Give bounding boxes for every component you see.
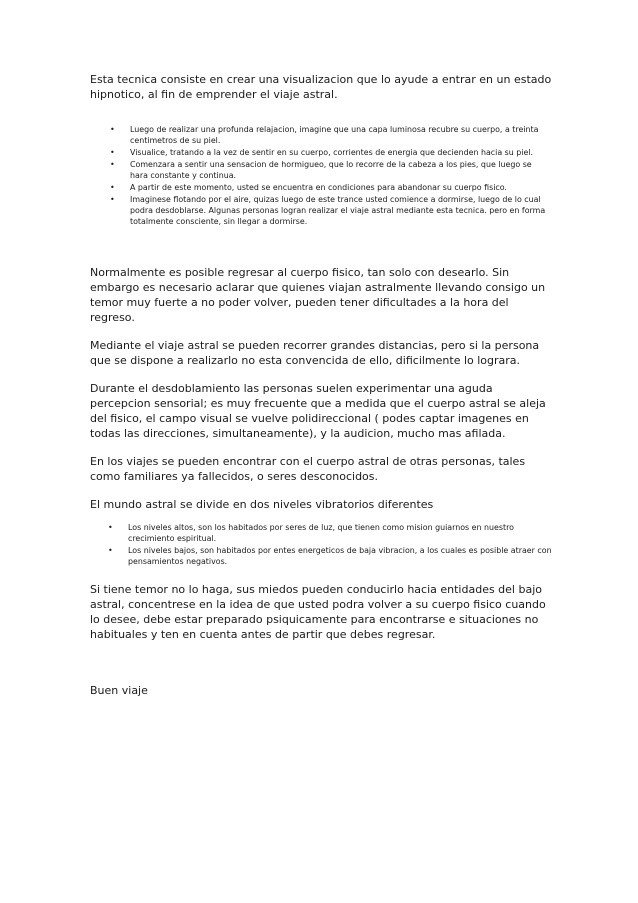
bullet-icon: •	[110, 195, 115, 204]
blank-space	[90, 228, 552, 265]
list-item-text: Imaginese flotando por el aire, quizas luego de este trance usted comience a dormirse, luego de lo cual podra desdoblarse. Algunas personas logran realizar el viaje astral mediante esta tecnica. pero en forma totalmente consciente, sin llegar a dormirse.	[130, 195, 546, 226]
document-page	[90, 72, 552, 711]
list-item	[90, 194, 552, 227]
list-item-text: Luego de realizar una profunda relajacion, imagine que una capa luminosa recubre su cuerpo, a treinta centimetros de su piel.	[130, 125, 539, 145]
body-paragraph: Normalmente es posible regresar al cuerpo fisico, tan solo con desearlo. Sin embargo es necesario aclarar que quienes viajan astralmente llevando consigo un temor muy fuerte a no poder volver, pueden tener dificultades a la hora del regreso.	[90, 266, 546, 324]
list-item	[90, 159, 552, 181]
blank-space	[90, 655, 552, 683]
list-item	[90, 124, 552, 146]
body-paragraph: Durante el desdoblamiento las personas suelen experimentar una aguda percepcion sensorial; es muy frecuente que a medida que el cuerpo astral se aleja del fisico, el campo visual se vuelve polidireccional ( podes captar imagenes en todas las direcciones, simultaneamente), y la audicion, mucho mas afilada.	[90, 382, 546, 440]
list-item	[90, 522, 552, 544]
list-item	[90, 545, 552, 567]
list-item-text: Los niveles altos, son los habitados por seres de luz, que tienen como mision guiarnos en nuestro crecimiento espiritual.	[128, 523, 514, 543]
levels-list	[90, 522, 552, 567]
list-item-text: Los niveles bajos, son habitados por entes energeticos de baja vibracion, a los cuales es posible atraer con pensamientos negativos.	[128, 546, 552, 566]
bullet-icon: •	[110, 183, 115, 192]
body-paragraph: En los viajes se pueden encontrar con el cuerpo astral de otras personas, tales como familiares ya fallecidos, o seres desconocidos.	[90, 455, 526, 483]
body-paragraph: El mundo astral se divide en dos niveles vibratorios diferentes	[90, 498, 434, 511]
bullet-icon: •	[108, 523, 113, 532]
list-item	[90, 182, 552, 193]
bullet-icon: •	[108, 546, 113, 555]
bullet-icon: •	[110, 125, 115, 134]
steps-list	[90, 124, 552, 227]
bullet-icon: •	[110, 148, 115, 157]
closing-line: Buen viaje	[90, 684, 148, 697]
bullet-icon: •	[110, 160, 115, 169]
blank-space	[90, 568, 552, 582]
list-item-text: Comenzara a sentir una sensacion de hormigueo, que lo recorre de la cabeza a los pies, que luego se hara constante y continua.	[130, 160, 532, 180]
body-paragraph: Mediante el viaje astral se pueden recorrer grandes distancias, pero si la persona que se dispone a realizarlo no esta convencida de ello, dificilmente lo lograra.	[90, 339, 540, 367]
list-item	[90, 147, 552, 158]
warning-paragraph: Si tiene temor no lo haga, sus miedos pueden conducirlo hacia entidades del bajo astral, concentrese en la idea de que usted podra volver a su cuerpo fisico cuando lo desee, debe estar preparado psiquicamente para encontrarse e situaciones no habituales y ten en cuenta antes de partir que debes regresar.	[90, 583, 546, 641]
list-item-text: A partir de este momento, usted se encuentra en condiciones para abandonar su cuerpo fisico.	[130, 183, 507, 192]
intro-paragraph: Esta tecnica consiste en crear una visualizacion que lo ayude a entrar en un estado hipnotico, al fin de emprender el viaje astral.	[90, 73, 552, 101]
list-item-text: Visualice, tratando a la vez de sentir en su cuerpo, corrientes de energia que decienden hacia su piel.	[130, 148, 534, 157]
